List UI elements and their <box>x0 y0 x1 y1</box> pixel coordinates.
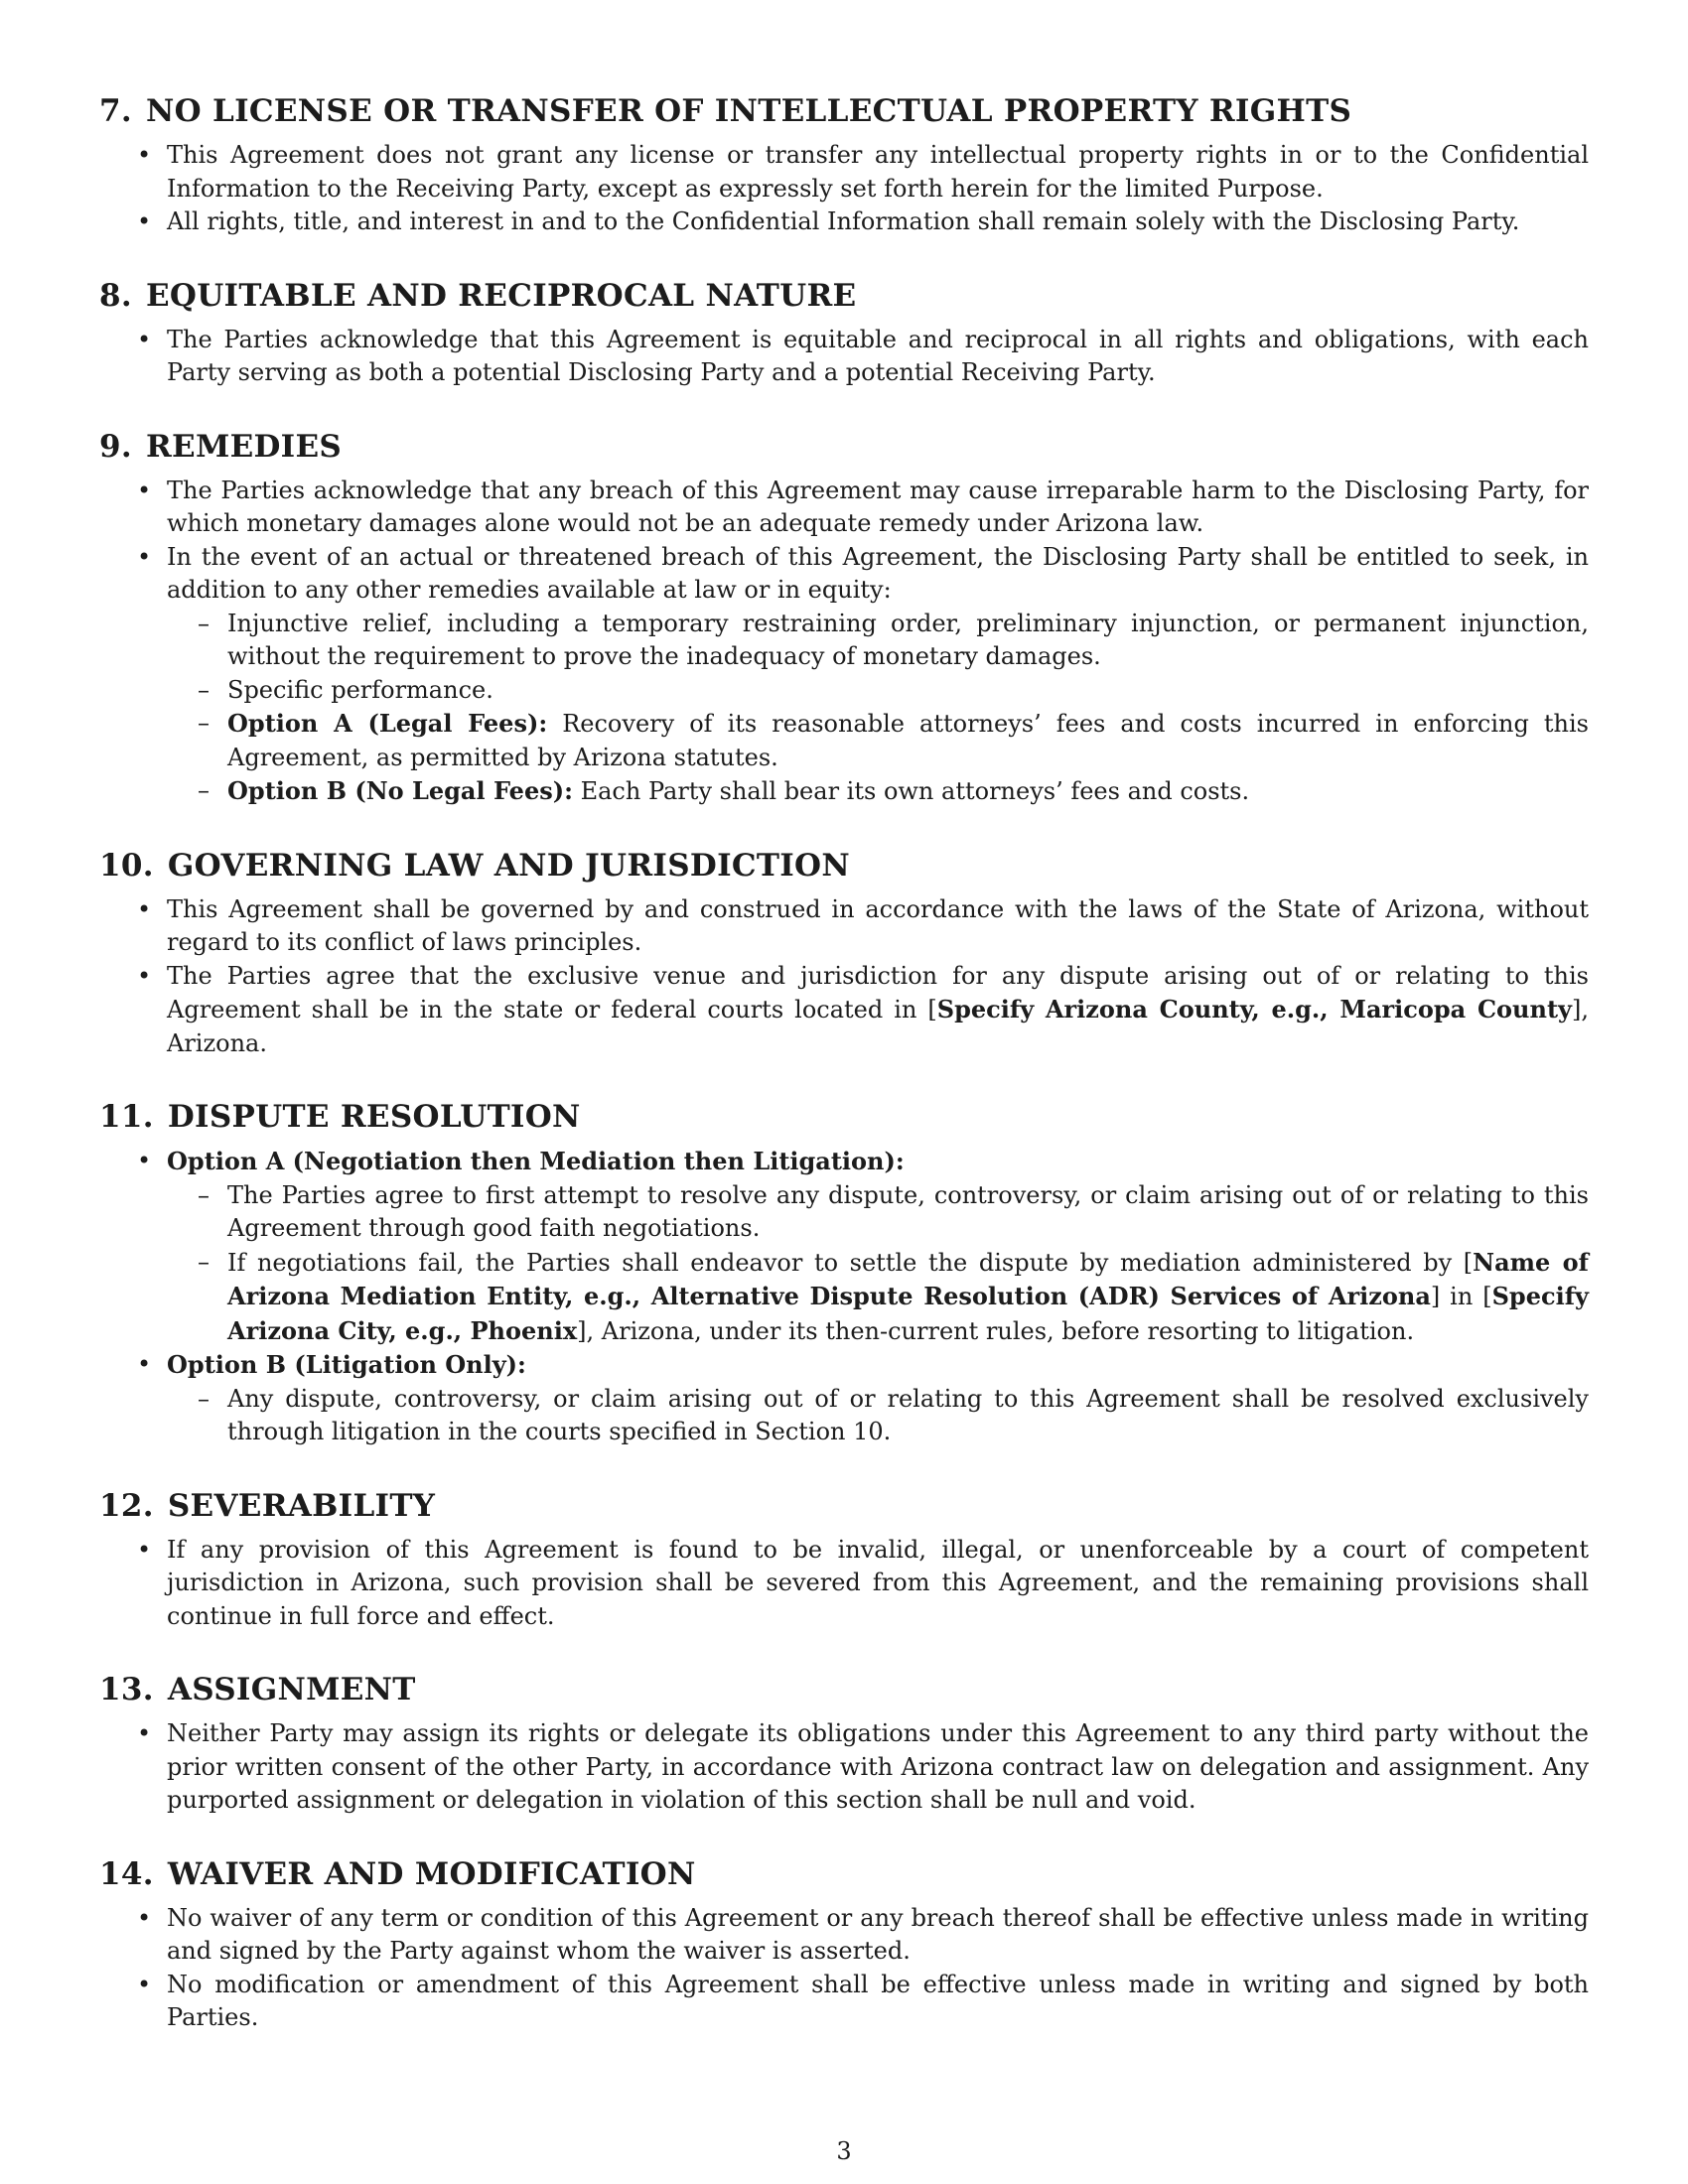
section-number: 12. <box>99 1487 154 1524</box>
section-9 <box>99 427 1589 809</box>
option-label: Option B (No Legal Fees): <box>227 776 573 805</box>
section-title: NO LICENSE OR TRANSFER OF INTELLECTUAL PROPERTY RIGHTS <box>145 93 1352 129</box>
list-item: • No waiver of any term or condition of this Agreement or any breach thereof shall be effective unless made in writing and signed by the Party against whom the waiver is asserted. <box>167 1902 1589 1969</box>
list-item: • This Agreement shall be governed by and construed in accordance with the laws of the State of Arizona, without regard to its conflict of laws principles. <box>167 893 1589 960</box>
section-number: 10. <box>99 847 154 884</box>
list-item-venue <box>167 960 1589 1061</box>
section-11 <box>99 1097 1589 1449</box>
section-heading <box>99 1670 1589 1709</box>
list-item: • This Agreement does not grant any license or transfer any intellectual property rights in or to the Confidential Information to the Receiving Party, except as expressly set forth herein for the limited Purpose. <box>167 139 1589 205</box>
section-title: DISPUTE RESOLUTION <box>167 1099 581 1135</box>
sub-list-item: – The Parties agree to first attempt to resolve any dispute, controversy, or claim arising out of or relating to this Agreement through good faith negotiations. <box>227 1179 1589 1246</box>
list-item-option-a <box>167 1145 1589 1348</box>
section-title: ASSIGNMENT <box>167 1672 416 1707</box>
section-8 <box>99 276 1589 390</box>
venue-placeholder: Specify Arizona County, e.g., Maricopa County <box>936 995 1572 1024</box>
sub-list-item: – Any dispute, controversy, or claim arising out of or relating to this Agreement shall be resolved exclusively through litigation in the courts specified in Section 10. <box>227 1383 1589 1449</box>
venue-text: ], Arizona. <box>167 996 1589 1057</box>
section-10 <box>99 846 1589 1061</box>
mediation-city-placeholder: Specify Arizona City, e.g., Phoenix <box>227 1282 1589 1345</box>
section-number: 7. <box>99 93 132 129</box>
page-number: 3 <box>836 2137 852 2165</box>
section-number: 9. <box>99 428 132 465</box>
list-item <box>167 541 1589 809</box>
document-page <box>99 91 1589 2072</box>
bullet-list <box>99 139 1589 239</box>
sub-list-item: – Injunctive relief, including a temporary restraining order, preliminary injunction, or permanent injunction, without the requirement to prove the inadequacy of monetary damages. <box>227 608 1589 674</box>
list-item: • The Parties acknowledge that any breach of this Agreement may cause irreparable harm to the Disclosing Party, for which monetary damages alone would not be an adequate remedy under Arizona law. <box>167 475 1589 541</box>
section-heading <box>99 91 1589 131</box>
bullet-list <box>99 1534 1589 1634</box>
sub-list-item-mediation <box>227 1246 1589 1349</box>
section-13 <box>99 1670 1589 1818</box>
bullet-list <box>99 1145 1589 1449</box>
section-title: EQUITABLE AND RECIPROCAL NATURE <box>145 277 857 314</box>
section-heading <box>99 1097 1589 1137</box>
section-heading <box>99 276 1589 316</box>
section-12 <box>99 1486 1589 1634</box>
section-number: 11. <box>99 1099 154 1135</box>
sub-list-item: – Specific performance. <box>227 674 1589 708</box>
sub-list <box>167 1383 1589 1449</box>
section-number: 14. <box>99 1855 154 1892</box>
bullet-list <box>99 475 1589 809</box>
section-title: SEVERABILITY <box>167 1487 436 1524</box>
mediation-text: ], Arizona, under its then-current rules, before resorting to litigation. <box>577 1316 1415 1345</box>
list-item-text: In the event of an actual or threatened breach of this Agreement, the Disclosing Party shall be entitled to seek, in addition to any other remedies available at law or in equity: <box>167 542 1589 604</box>
section-14 <box>99 1854 1589 2035</box>
section-heading <box>99 427 1589 467</box>
bullet-list <box>99 1717 1589 1818</box>
section-heading <box>99 1854 1589 1894</box>
section-title: GOVERNING LAW AND JURISDICTION <box>167 847 850 884</box>
section-number: 8. <box>99 277 132 314</box>
sub-list <box>167 1179 1589 1349</box>
list-item: • No modification or amendment of this Agreement shall be effective unless made in writing and signed by both Parties. <box>167 1969 1589 2035</box>
bullet-list <box>99 893 1589 1061</box>
list-item: • If any provision of this Agreement is found to be invalid, illegal, or unenforceable by a court of competent jurisdiction in Arizona, such provision shall be severed from this Agreement, and the remaining provisions shall continue in full force and effect. <box>167 1534 1589 1634</box>
option-label: Option B (Litigation Only): <box>167 1350 526 1379</box>
section-heading <box>99 846 1589 886</box>
section-heading <box>99 1486 1589 1526</box>
list-item: • All rights, title, and interest in and to the Confidential Information shall remain solely with the Disclosing Party. <box>167 205 1589 239</box>
section-title: WAIVER AND MODIFICATION <box>167 1855 696 1892</box>
option-label: Option A (Negotiation then Mediation then Litigation): <box>167 1147 905 1175</box>
option-text: Each Party shall bear its own attorneys’ fees and costs. <box>580 777 1250 805</box>
mediation-text: ] in [ <box>1430 1283 1492 1310</box>
bullet-list <box>99 324 1589 390</box>
section-number: 13. <box>99 1672 154 1707</box>
option-label: Option A (Legal Fees): <box>227 709 548 738</box>
sub-list <box>167 608 1589 809</box>
mediation-text: If negotiations fail, the Parties shall endeavor to settle the dispute by mediation administered by [ <box>227 1248 1474 1277</box>
list-item: • Neither Party may assign its rights or delegate its obligations under this Agreement to any third party without the prior written consent of the other Party, in accordance with Arizona contract law on delegation and assignment. Any purported assignment or delegation in violation of this section shall be null and void. <box>167 1717 1589 1818</box>
section-7 <box>99 91 1589 239</box>
mediation-entity-placeholder: Name of Arizona Mediation Entity, e.g., Alternative Dispute Resolution (ADR) Services of Arizona <box>227 1247 1589 1310</box>
sub-list-item-option-b <box>227 774 1589 809</box>
venue-text: The Parties agree that the exclusive venue and jurisdiction for any dispute arising out of or relating to this Agreement shall be in the state or federal courts located in [ <box>167 961 1589 1024</box>
option-text: Recovery of its reasonable attorneys’ fees and costs incurred in enforcing this Agreement, as permitted by Arizona statutes. <box>227 710 1589 771</box>
section-title: REMEDIES <box>145 428 343 465</box>
bullet-list <box>99 1902 1589 2035</box>
list-item-option-b <box>167 1348 1589 1449</box>
list-item: • The Parties acknowledge that this Agreement is equitable and reciprocal in all rights and obligations, with each Party serving as both a potential Disclosing Party and a potential Receiving Party. <box>167 324 1589 390</box>
sub-list-item-option-a <box>227 707 1589 774</box>
